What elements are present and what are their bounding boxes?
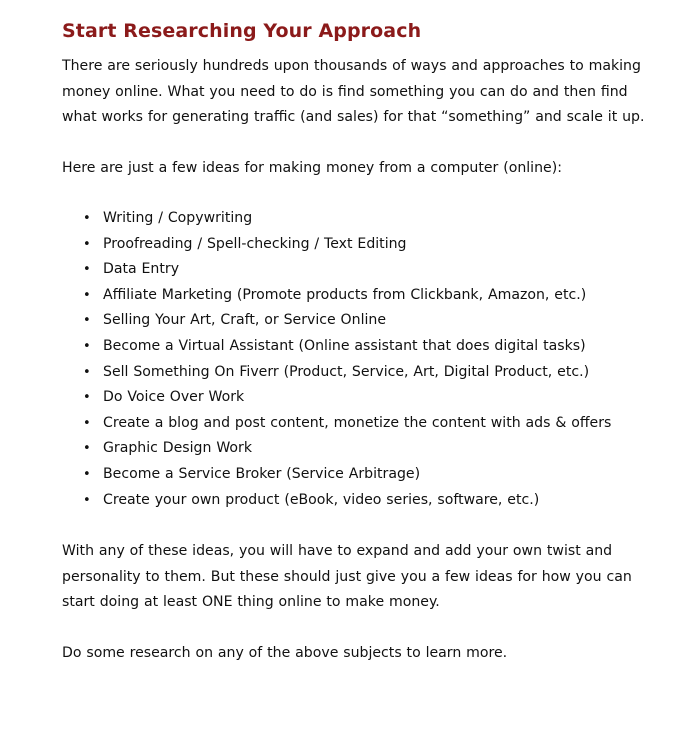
- list-item-text: Affiliate Marketing (Promote products from Clickbank, Amazon, etc.): [103, 286, 587, 303]
- twist-line-2: personality to them. But these should just give you a few ideas for how you can: [62, 568, 632, 585]
- intro-line-3: what works for generating traffic (and sales) for that “something” and scale it up.: [62, 109, 645, 125]
- list-item: [62, 411, 682, 437]
- bullet-icon: •: [83, 313, 91, 329]
- section-heading: Start Researching Your Approach: [62, 20, 422, 42]
- list-item: [62, 206, 682, 232]
- twist-line-1: With any of these ideas, you will have to expand and add your own twist and: [62, 543, 613, 560]
- list-item-text: Create your own product (eBook, video series, software, etc.): [103, 491, 540, 508]
- list-item-text: Graphic Design Work: [103, 440, 253, 457]
- list-item: [62, 385, 682, 411]
- list-item: [62, 462, 682, 488]
- ideas-list: [62, 206, 682, 513]
- list-item-text: Become a Virtual Assistant (Online assistant that does digital tasks): [103, 337, 586, 354]
- list-item: [62, 232, 682, 258]
- list-item-text: Writing / Copywriting: [103, 210, 253, 226]
- closing-paragraph: Do some research on any of the above subjects to learn more.: [62, 644, 508, 661]
- list-item: [62, 334, 682, 360]
- list-item: [62, 257, 682, 283]
- twist-paragraph: [62, 539, 682, 616]
- document-page: [62, 16, 682, 666]
- list-item: [62, 436, 682, 462]
- list-item-text: Data Entry: [103, 261, 180, 278]
- intro-line-2: money online. What you need to do is find something you can do and then find: [62, 83, 628, 100]
- intro-line-1: There are seriously hundreds upon thousands of ways and approaches to making: [62, 58, 641, 74]
- bullet-icon: •: [83, 364, 91, 380]
- list-item-text: Become a Service Broker (Service Arbitrage): [103, 465, 421, 482]
- intro-paragraph: [62, 54, 682, 131]
- list-item: [62, 308, 682, 334]
- bullet-icon: •: [83, 287, 91, 303]
- ideas-lead-paragraph: Here are just a few ideas for making money from a computer (online):: [62, 159, 562, 176]
- bullet-icon: •: [83, 441, 91, 457]
- list-item: [62, 283, 682, 309]
- bullet-icon: •: [83, 236, 91, 252]
- bullet-icon: •: [83, 466, 91, 482]
- bullet-icon: •: [83, 262, 91, 278]
- list-item-text: Sell Something On Fiverr (Product, Service, Art, Digital Product, etc.): [103, 363, 590, 380]
- list-item: [62, 360, 682, 386]
- bullet-icon: •: [83, 338, 91, 354]
- bullet-icon: •: [83, 492, 91, 508]
- list-item-text: Selling Your Art, Craft, or Service Online: [103, 312, 387, 329]
- list-item-text: Create a blog and post content, monetize the content with ads & offers: [103, 414, 612, 431]
- list-item-text: Proofreading / Spell-checking / Text Editing: [103, 235, 407, 252]
- bullet-icon: •: [83, 211, 91, 226]
- bullet-icon: •: [83, 415, 91, 431]
- twist-line-3: start doing at least ONE thing online to make money.: [62, 594, 440, 611]
- list-item-text: Do Voice Over Work: [103, 389, 245, 406]
- list-item: [62, 488, 682, 514]
- bullet-icon: •: [83, 390, 91, 406]
